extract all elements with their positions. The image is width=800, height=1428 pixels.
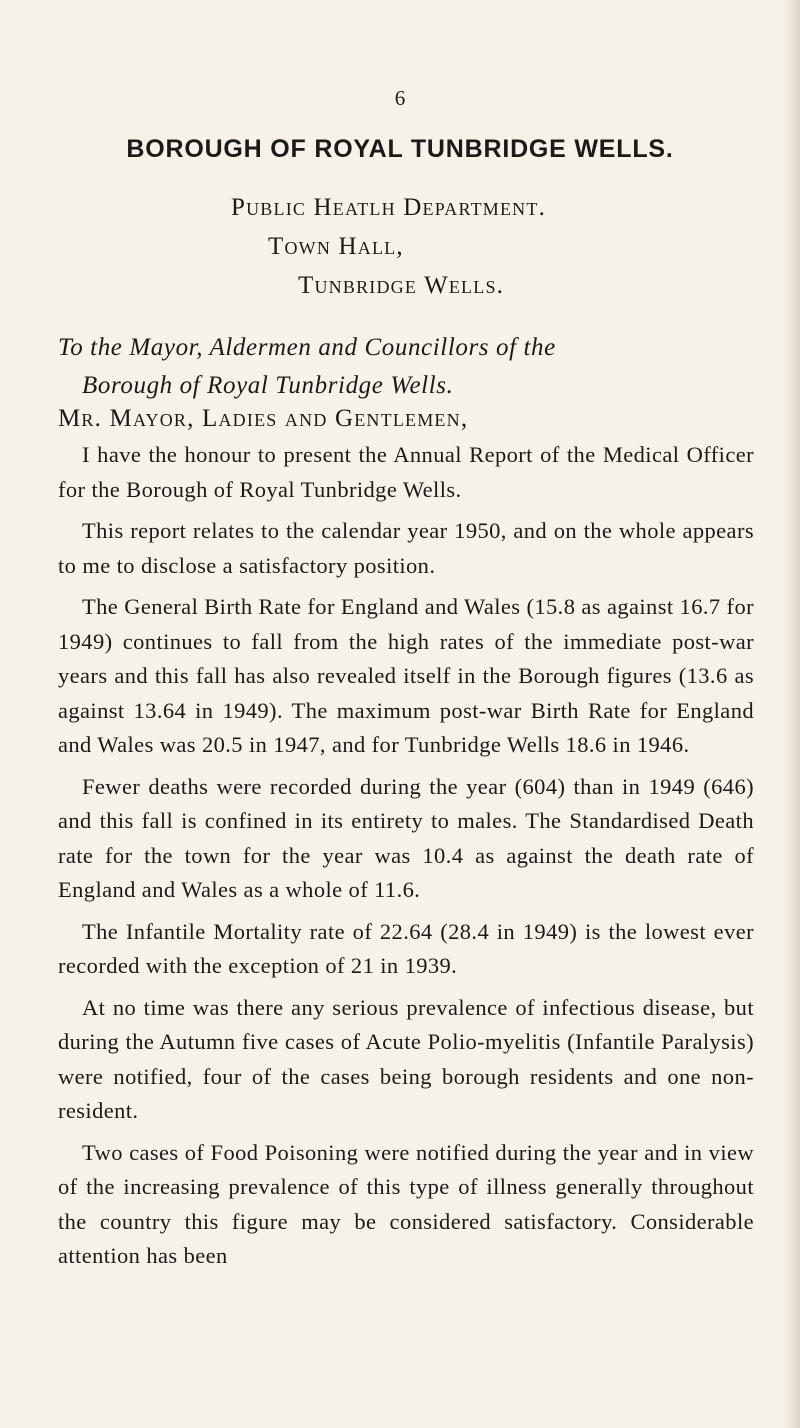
page-number: 6 [394, 86, 406, 110]
addressee-line-1: To the Mayor, Aldermen and Councillors of the [58, 334, 556, 361]
paragraph-overview: This report relates to the calendar year 1950, and on the whole appears to me to disclose a satisfactory position. [58, 518, 754, 578]
address-town: Tunbridge Wells. [298, 272, 505, 299]
paragraph-infant-mortality: The Infantile Mortality rate of 22.64 (28.4 in 1949) is the lowest ever recorded with the exception of 21 in 1939. [58, 918, 754, 978]
address-department: Public Heatlh Department. [231, 194, 547, 221]
addressee-line-2: Borough of Royal Tunbridge Wells. [82, 372, 454, 399]
address-building: Town Hall, [268, 233, 404, 260]
paragraph-birth-rate: The General Birth Rate for England and Wales (15.8 as against 16.7 for 1949) continues to fall from the high rates of the immediate post-war years and this fall has also revealed itself in the Borough figures (13.6 as against 13.64 in 1949). The maximum post-war Birth Rate for England and Wales was 20.5 in 1947, and for Tunbridge Wells 18.6 in 1946. [58, 594, 754, 757]
addressee [58, 329, 758, 405]
paragraph-introduction: I have the honour to present the Annual Report of the Medical Officer for the Borough of Royal Tunbridge Wells. [58, 442, 754, 502]
paragraph-deaths: Fewer deaths were recorded during the year (604) than in 1949 (646) and this fall is confined in its entirety to males. The Standardised Death rate for the town for the year was 10.4 as against the death rate of England and Wales as a whole of 11.6. [58, 773, 754, 902]
salutation: Mr. Mayor, Ladies and Gentlemen, [58, 405, 469, 432]
report-body [58, 438, 754, 1281]
document-title: BOROUGH OF ROYAL TUNBRIDGE WELLS. [126, 135, 674, 163]
paragraph-food-poisoning: Two cases of Food Poisoning were notified during the year and in view of the increasing prevalence of this type of illness generally throughout the country this figure may be considered satisfactory. Considerable attention has been [58, 1139, 754, 1268]
page-edge-shadow [784, 0, 800, 1428]
paragraph-infectious-disease: At no time was there any serious prevalence of infectious disease, but during the Autumn five cases of Acute Polio-myelitis (Infantile Paralysis) were notified, four of the cases being borough residents and one non-resident. [58, 994, 754, 1123]
